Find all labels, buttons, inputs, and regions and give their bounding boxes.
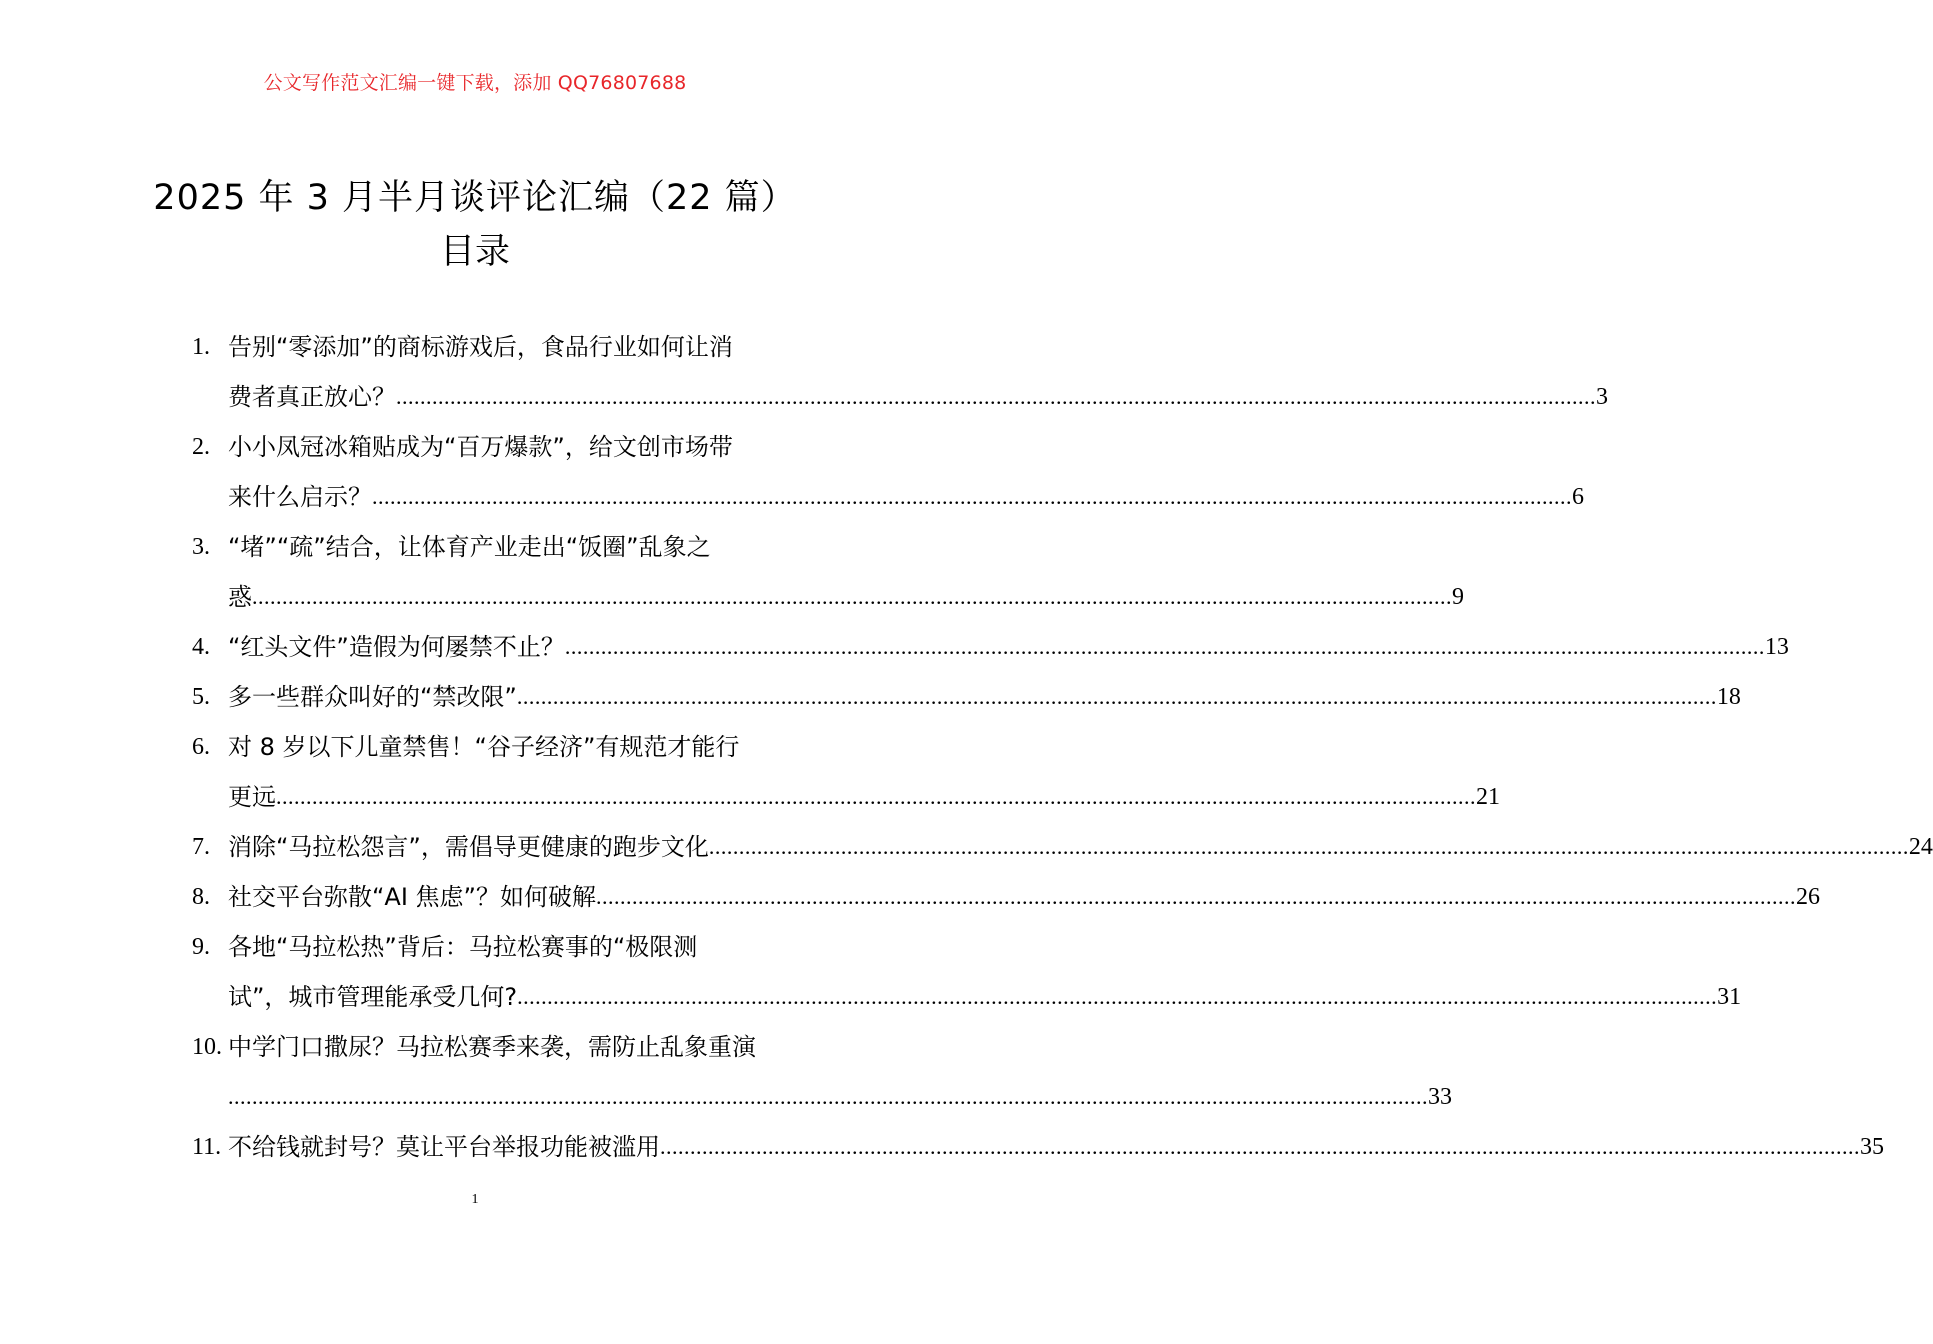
download-banner: 公文写作范文汇编一键下载，添加 QQ76807688 — [263, 72, 687, 94]
toc-entry-number: 1. — [192, 334, 210, 360]
toc-entry-number: 9. — [192, 934, 210, 960]
toc-entry-page: 3 — [1596, 384, 1608, 410]
toc-entry[interactable] — [192, 872, 1820, 922]
toc-entry-number: 8. — [192, 884, 210, 910]
toc-entry-title: 多一些群众叫好的“禁改限” — [228, 683, 517, 711]
toc-entry-number: 4. — [192, 634, 210, 660]
toc-entry-page: 6 — [1572, 484, 1584, 510]
toc-entry-page: 18 — [1716, 684, 1741, 710]
toc-entry-page: 35 — [1860, 1134, 1884, 1160]
toc-entry-title: 不给钱就封号？莫让平台举报功能被滥用 — [228, 1133, 660, 1161]
toc-entry[interactable] — [192, 1022, 1452, 1122]
toc-entry-page: 24 — [1908, 834, 1933, 860]
dot-leader: ........................................................................................................................................................................................................ — [564, 634, 1765, 659]
toc-entry-title: 告别“零添加”的商标游戏后，食品行业如何让消 — [228, 333, 733, 361]
dot-leader: ........................................................................................................................................................................................................ — [516, 684, 1717, 709]
toc-entry-number: 6. — [192, 734, 210, 760]
table-of-contents — [192, 322, 1933, 1172]
dot-leader: ........................................................................................................................................................................................................ — [517, 984, 1718, 1009]
dot-leader: ........................................................................................................................................................................................................ — [396, 384, 1596, 409]
toc-entry-number: 5. — [192, 684, 210, 710]
document-title: 2025 年 3 月半月谈评论汇编（22 篇） — [153, 178, 797, 218]
dot-leader: ........................................................................................................................................................................................................ — [708, 834, 1909, 859]
toc-entry[interactable] — [192, 822, 1933, 872]
toc-entry-page: 31 — [1717, 984, 1742, 1010]
toc-entry[interactable] — [192, 672, 1741, 722]
dot-leader: ........................................................................................................................................................................................................ — [660, 1134, 1860, 1159]
toc-entry-page: 26 — [1796, 884, 1820, 910]
toc-entry[interactable] — [192, 1122, 1884, 1172]
dot-leader: ........................................................................................................................................................................................................ — [372, 484, 1572, 509]
toc-entry-title: “堵”“疏”结合，让体育产业走出“饭圈”乱象之 — [228, 533, 711, 561]
toc-entry-title-cont: 惑 — [228, 583, 252, 611]
toc-entry[interactable] — [192, 922, 1742, 1022]
dot-leader: ........................................................................................................................................................................................................ — [252, 584, 1452, 609]
toc-entry[interactable] — [192, 622, 1789, 672]
page-number: 1 — [471, 1192, 479, 1207]
toc-entry-page: 21 — [1476, 784, 1500, 810]
toc-entry-title-cont: 来什么启示？ — [228, 483, 372, 511]
toc-entry-title: 消除“马拉松怨言”，需倡导更健康的跑步文化 — [228, 833, 709, 861]
toc-entry-title-cont: 试”，城市管理能承受几何? — [228, 983, 518, 1011]
toc-entry-page: 33 — [1428, 1084, 1452, 1110]
toc-entry[interactable] — [192, 522, 1464, 622]
toc-entry-page: 13 — [1764, 634, 1789, 660]
toc-entry-title: 各地“马拉松热”背后：马拉松赛事的“极限测 — [228, 933, 698, 961]
dot-leader: ........................................................................................................................................................................................................ — [228, 1084, 1428, 1109]
toc-entry-title: 对 8 岁以下儿童禁售！“谷子经济”有规范才能行 — [228, 733, 740, 761]
toc-entry-title: 社交平台弥散“AI 焦虑”？如何破解 — [228, 883, 596, 911]
toc-entry-number: 10. — [192, 1034, 222, 1060]
toc-entry-page: 9 — [1452, 584, 1464, 610]
toc-entry[interactable] — [192, 322, 1608, 422]
toc-entry[interactable] — [192, 722, 1500, 822]
dot-leader: ........................................................................................................................................................................................................ — [276, 784, 1476, 809]
toc-entry-title-cont: 费者真正放心？ — [228, 383, 396, 411]
dot-leader: ........................................................................................................................................................................................................ — [596, 884, 1796, 909]
toc-entry-title: 中学门口撒尿？马拉松赛季来袭，需防止乱象重演 — [228, 1033, 756, 1061]
toc-heading: 目录 — [439, 232, 510, 272]
toc-entry-number: 7. — [192, 834, 210, 860]
toc-entry-title: “红头文件”造假为何屡禁不止？ — [228, 633, 565, 661]
toc-entry-number: 3. — [192, 534, 210, 560]
toc-entry-number: 11. — [192, 1134, 222, 1160]
toc-entry-title: 小小凤冠冰箱贴成为“百万爆款”，给文创市场带 — [228, 433, 733, 461]
toc-entry-number: 2. — [192, 434, 210, 460]
toc-entry-title-cont: 更远 — [228, 783, 276, 811]
toc-entry[interactable] — [192, 422, 1584, 522]
